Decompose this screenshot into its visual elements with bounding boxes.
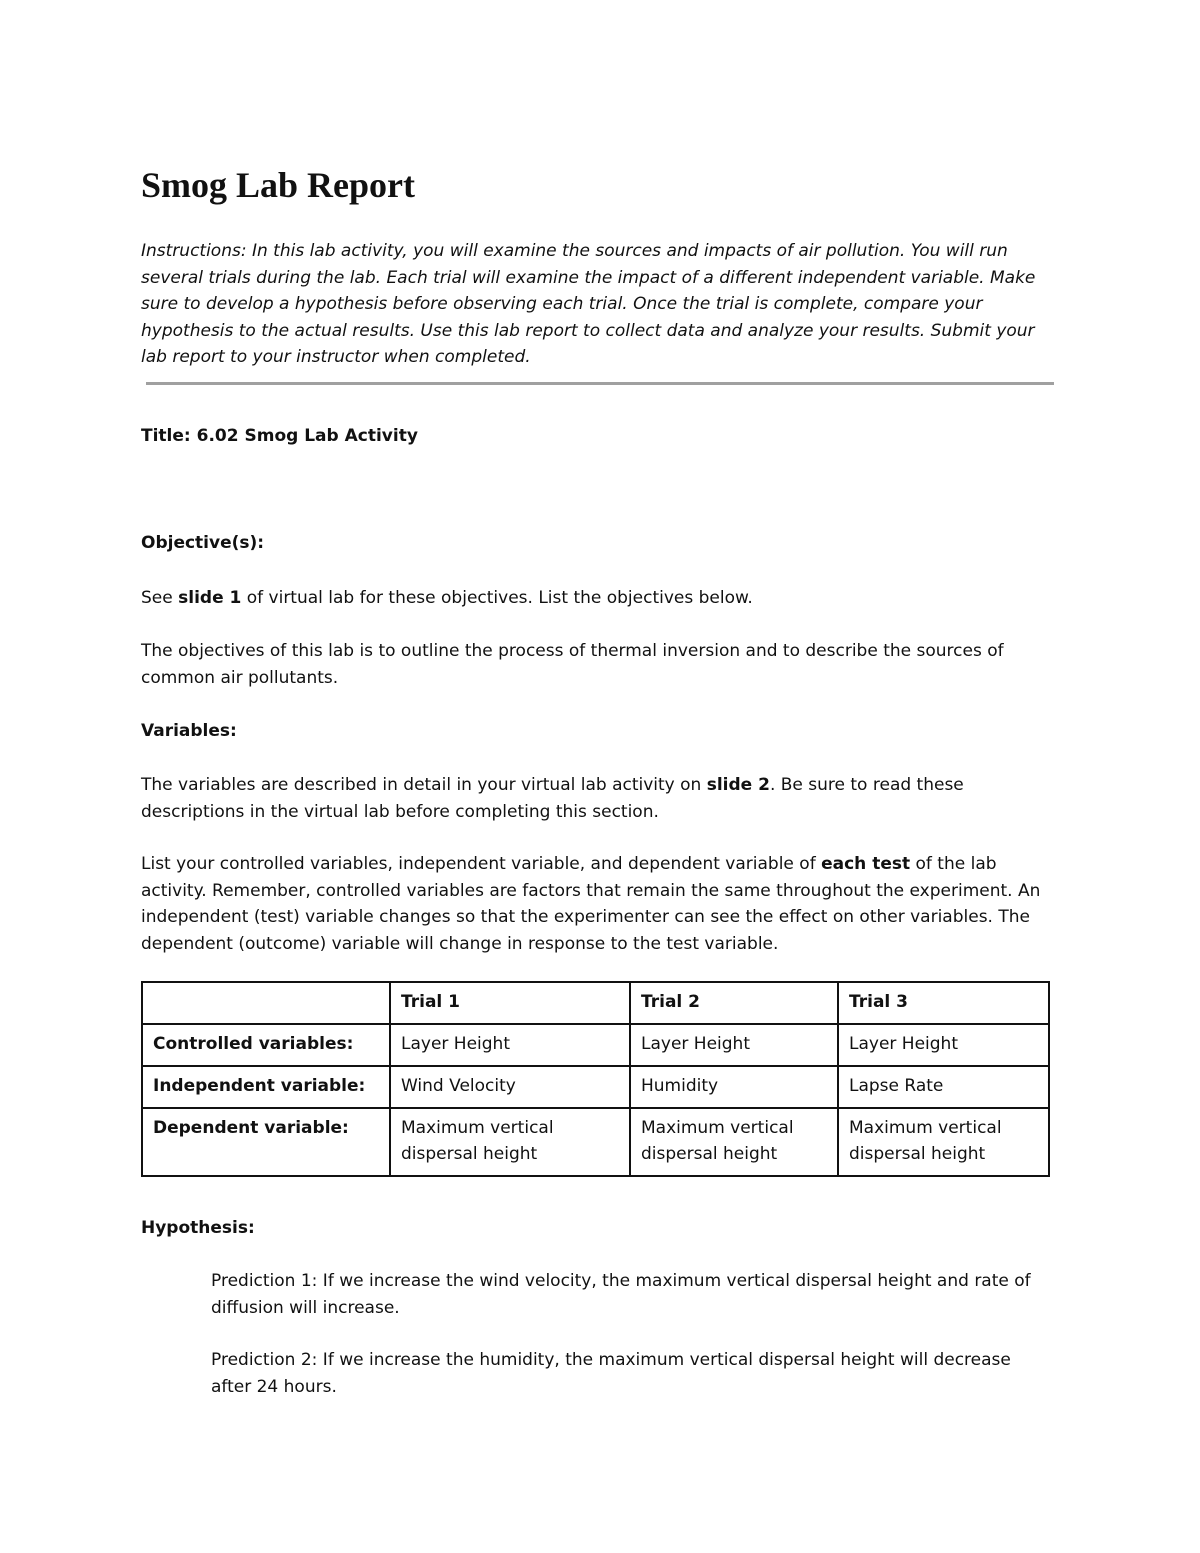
variables-list-post: of the lab activity. Remember, controlled variables are factors that remain the same throughout the experiment. An independent (test) variable changes so that the experimenter can see the effect on other variables. The dependent (outcome) variable will change in response to the test variable. <box>141 854 1041 954</box>
table-cell: Humidity <box>630 1066 838 1108</box>
table-cell: Maximum vertical dispersal height <box>838 1108 1049 1176</box>
variables-table <box>141 981 1050 1177</box>
variables-heading: Variables: <box>141 721 237 741</box>
title-line: Title: 6.02 Smog Lab Activity <box>141 426 418 446</box>
table-cell: Wind Velocity <box>390 1066 630 1108</box>
table-header-cell: Trial 2 <box>630 982 838 1024</box>
hypothesis-heading: Hypothesis: <box>141 1218 255 1238</box>
prediction-1: Prediction 1: If we increase the wind velocity, the maximum vertical dispersal height and rate of diffusion will increase. <box>211 1271 1031 1318</box>
table-header-row <box>142 982 1049 1024</box>
table-row <box>142 1024 1049 1066</box>
objectives-prompt-post: of virtual lab for these objectives. List the objectives below. <box>241 588 753 608</box>
table-cell: Lapse Rate <box>838 1066 1049 1108</box>
variables-intro-post: . Be sure to read these descriptions in the virtual lab before completing this section. <box>141 775 964 822</box>
table-row <box>142 1108 1049 1176</box>
variables-list-instructions <box>141 851 1046 957</box>
section-divider <box>146 382 1054 385</box>
objectives-prompt-pre: See <box>141 588 179 608</box>
table-cell: Maximum vertical dispersal height <box>390 1108 630 1176</box>
variables-intro-pre: The variables are described in detail in your virtual lab activity on <box>141 775 707 795</box>
objectives-prompt <box>141 585 1046 612</box>
table-cell: Layer Height <box>390 1024 630 1066</box>
objectives-heading: Objective(s): <box>141 533 265 553</box>
table-cell: Maximum vertical dispersal height <box>630 1108 838 1176</box>
table-header-cell: Trial 3 <box>838 982 1049 1024</box>
page-title: Smog Lab Report <box>141 165 416 205</box>
row-label: Independent variable: <box>142 1066 390 1108</box>
row-label: Dependent variable: <box>142 1108 390 1176</box>
instructions-paragraph: Instructions: In this lab activity, you will examine the sources and impacts of air pollution. You will run several trials during the lab. Each trial will examine the impact of a different independent variable. Make sure to develop a hypothesis before observing each trial. Once the trial is complete, compare your hypothesis to the actual results. Use this lab report to collect data and analyze your results. Submit your lab report to your instructor when completed. <box>141 241 1036 367</box>
objectives-answer: The objectives of this lab is to outline the process of thermal inversion and to describe the sources of common air pollutants. <box>141 641 1004 688</box>
variables-list-pre: List your controlled variables, independent variable, and dependent variable of <box>141 854 822 874</box>
variables-intro-bold: slide 2 <box>706 775 770 795</box>
table-cell: Layer Height <box>630 1024 838 1066</box>
table-header-cell: Trial 1 <box>390 982 630 1024</box>
row-label: Controlled variables: <box>142 1024 390 1066</box>
prediction-2: Prediction 2: If we increase the humidity, the maximum vertical dispersal height will decrease after 24 hours. <box>211 1350 1011 1397</box>
objectives-prompt-bold: slide 1 <box>178 588 242 608</box>
variables-intro <box>141 772 1046 825</box>
variables-list-bold: each test <box>821 854 911 874</box>
table-row <box>142 1066 1049 1108</box>
table-header-cell <box>142 982 390 1024</box>
table-cell: Layer Height <box>838 1024 1049 1066</box>
